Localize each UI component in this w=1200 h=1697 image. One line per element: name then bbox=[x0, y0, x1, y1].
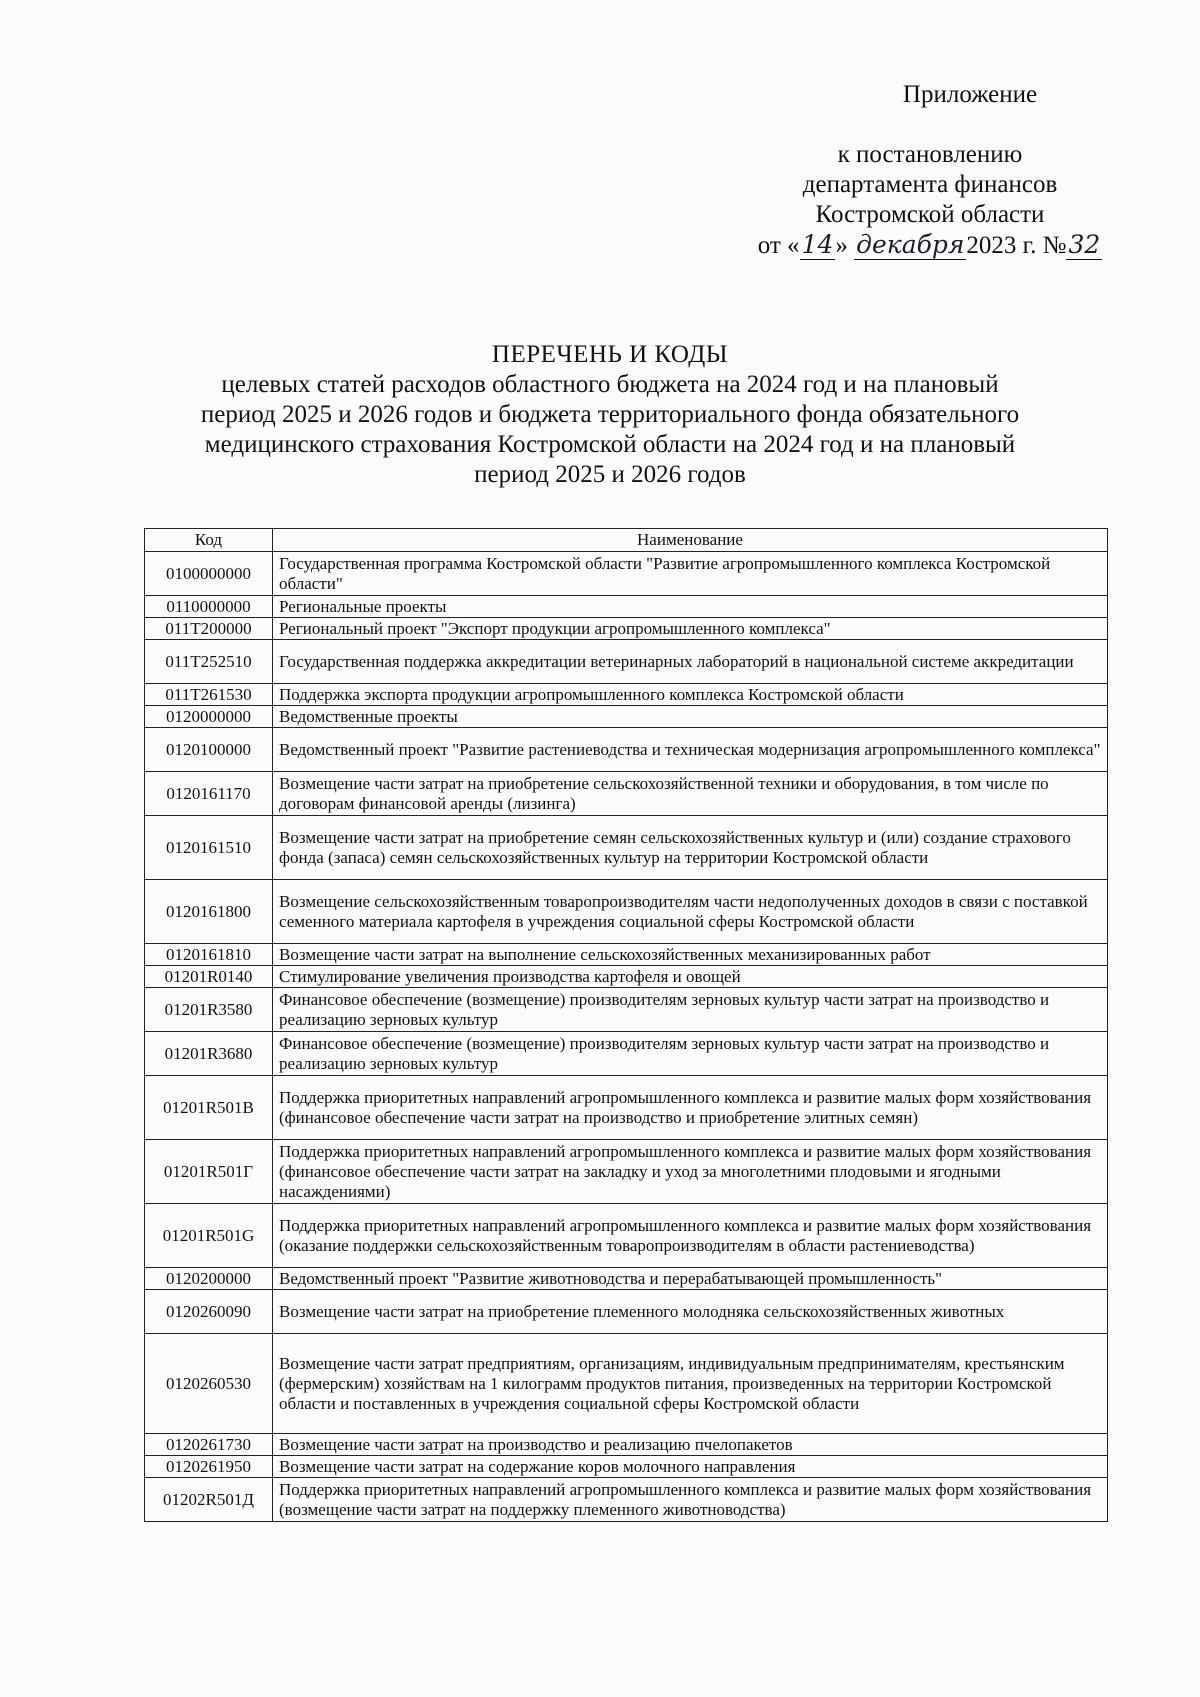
row-code: 0120100000 bbox=[145, 728, 273, 772]
row-name: Поддержка приоритетных направлений агропромышленного комплекса и развитие малых форм хозяйствования (оказание поддержки сельскохозяйственным товаропроизводителям в области растениеводства) bbox=[273, 1204, 1108, 1268]
row-name: Финансовое обеспечение (возмещение) производителям зерновых культур части затрат на производство и реализацию зерновых культур bbox=[273, 1032, 1108, 1076]
row-name: Стимулирование увеличения производства картофеля и овощей bbox=[273, 966, 1108, 988]
heading-title: ПЕРЕЧЕНЬ И КОДЫ bbox=[491, 341, 729, 368]
row-code: 01202R501Д bbox=[145, 1478, 273, 1522]
row-name: Поддержка приоритетных направлений агропромышленного комплекса и развитие малых форм хозяйствования (финансовое обеспечение части затрат на производство и приобретение элитных семян) bbox=[273, 1076, 1108, 1140]
appendix-block bbox=[700, 80, 1160, 261]
appendix-date-line bbox=[700, 230, 1160, 261]
row-code: 01201R3680 bbox=[145, 1032, 273, 1076]
table-row bbox=[145, 706, 1108, 728]
row-code: 01201R501G bbox=[145, 1204, 273, 1268]
date-day: 14 bbox=[801, 230, 834, 259]
codes-table bbox=[144, 528, 1108, 1522]
table-row bbox=[145, 966, 1108, 988]
row-name: Возмещение части затрат на содержание коров молочного направления bbox=[273, 1456, 1108, 1478]
row-code: 01201R501Г bbox=[145, 1140, 273, 1204]
table-row bbox=[145, 1032, 1108, 1076]
row-name: Финансовое обеспечение (возмещение) производителям зерновых культур части затрат на производство и реализацию зерновых культур bbox=[273, 988, 1108, 1032]
row-code: 0100000000 bbox=[145, 552, 273, 596]
row-name: Государственная поддержка аккредитации ветеринарных лабораторий в национальной системе аккредитации bbox=[273, 640, 1108, 684]
table-row bbox=[145, 618, 1108, 640]
row-code: 01201R3580 bbox=[145, 988, 273, 1032]
table-row bbox=[145, 552, 1108, 596]
row-name: Возмещение части затрат на приобретение сельскохозяйственной техники и оборудования, в том числе по договорам финансовой аренды (лизинга) bbox=[273, 772, 1108, 816]
row-code: 011Т261530 bbox=[145, 684, 273, 706]
row-name: Государственная программа Костромской области "Развитие агропромышленного комплекса Костромской области" bbox=[273, 552, 1108, 596]
table-row bbox=[145, 1434, 1108, 1456]
date-prefix: от « bbox=[757, 232, 800, 259]
row-name: Возмещение части затрат на выполнение сельскохозяйственных механизированных работ bbox=[273, 944, 1108, 966]
document-number: 32 bbox=[1068, 230, 1101, 259]
row-name: Ведомственный проект "Развитие растениеводства и техническая модернизация агропромышленного комплекса" bbox=[273, 728, 1108, 772]
appendix-line-3: Костромской области bbox=[815, 201, 1045, 228]
heading-line-3: медицинского страхования Костромской области на 2024 год и на плановый bbox=[204, 431, 1016, 458]
row-code: 0120260530 bbox=[145, 1334, 273, 1434]
appendix-line-2: департамента финансов bbox=[802, 171, 1058, 198]
table-row bbox=[145, 1478, 1108, 1522]
row-code: 0120161800 bbox=[145, 880, 273, 944]
table-row bbox=[145, 728, 1108, 772]
appendix-line-1: к постановлению bbox=[837, 141, 1023, 168]
table-row bbox=[145, 596, 1108, 618]
row-name: Возмещение части затрат на производство и реализацию пчелопакетов bbox=[273, 1434, 1108, 1456]
table-header-row bbox=[145, 529, 1108, 552]
row-code: 0120261730 bbox=[145, 1434, 273, 1456]
heading-line-2: период 2025 и 2026 годов и бюджета территориального фонда обязательного bbox=[200, 401, 1020, 428]
table-row bbox=[145, 1076, 1108, 1140]
row-code: 0120161170 bbox=[145, 772, 273, 816]
table-row bbox=[145, 1268, 1108, 1290]
table-row bbox=[145, 1204, 1108, 1268]
header-name: Наименование bbox=[273, 529, 1108, 552]
row-name: Поддержка экспорта продукции агропромышленного комплекса Костромской области bbox=[273, 684, 1108, 706]
appendix-title: Приложение bbox=[902, 81, 1038, 108]
row-code: 0120161510 bbox=[145, 816, 273, 880]
row-name: Возмещение части затрат на приобретение племенного молодняка сельскохозяйственных животных bbox=[273, 1290, 1108, 1334]
table-row bbox=[145, 1334, 1108, 1434]
table-row bbox=[145, 684, 1108, 706]
row-name: Возмещение части затрат на приобретение семян сельскохозяйственных культур и (или) создание страхового фонда (запаса) семян сельскохозяйственных культур на территории Костромской области bbox=[273, 816, 1108, 880]
row-code: 0110000000 bbox=[145, 596, 273, 618]
row-name: Ведомственный проект "Развитие животноводства и перерабатывающей промышленность" bbox=[273, 1268, 1108, 1290]
table-row bbox=[145, 1456, 1108, 1478]
table-row bbox=[145, 772, 1108, 816]
row-name: Ведомственные проекты bbox=[273, 706, 1108, 728]
heading-line-4: период 2025 и 2026 годов bbox=[474, 461, 746, 488]
row-code: 0120000000 bbox=[145, 706, 273, 728]
row-code: 0120260090 bbox=[145, 1290, 273, 1334]
row-name: Возмещение сельскохозяйственным товаропроизводителям части недополученных доходов в связи с поставкой семенного материала картофеля в учреждения социальной сферы Костромской области bbox=[273, 880, 1108, 944]
document-heading bbox=[140, 340, 1080, 490]
row-code: 0120200000 bbox=[145, 1268, 273, 1290]
row-code: 0120261950 bbox=[145, 1456, 273, 1478]
row-name: Региональные проекты bbox=[273, 596, 1108, 618]
row-code: 01201R501В bbox=[145, 1076, 273, 1140]
row-name: Поддержка приоритетных направлений агропромышленного комплекса и развитие малых форм хозяйствования (финансовое обеспечение части затрат на закладку и уход за многолетними плодовыми и ягодными насаждениями) bbox=[273, 1140, 1108, 1204]
table-row bbox=[145, 988, 1108, 1032]
table-row bbox=[145, 880, 1108, 944]
row-code: 01201R0140 bbox=[145, 966, 273, 988]
date-year: 2023 г. № bbox=[966, 232, 1067, 259]
row-code: 011Т200000 bbox=[145, 618, 273, 640]
row-name: Возмещение части затрат предприятиям, организациям, индивидуальным предпринимателям, крестьянским (фермерским) хозяйствам на 1 килограмм продуктов питания, произведенных на территории Костромской области и поставленных в учреждения социальной сферы Костромской области bbox=[273, 1334, 1108, 1434]
table-row bbox=[145, 1140, 1108, 1204]
row-code: 011Т252510 bbox=[145, 640, 273, 684]
row-name: Поддержка приоритетных направлений агропромышленного комплекса и развитие малых форм хозяйствования (возмещение части затрат на поддержку племенного животноводства) bbox=[273, 1478, 1108, 1522]
row-code: 0120161810 bbox=[145, 944, 273, 966]
row-name: Региональный проект "Экспорт продукции агропромышленного комплекса" bbox=[273, 618, 1108, 640]
table-row bbox=[145, 944, 1108, 966]
table-row bbox=[145, 640, 1108, 684]
table-row bbox=[145, 816, 1108, 880]
date-mid: » bbox=[835, 232, 855, 259]
heading-line-1: целевых статей расходов областного бюджета на 2024 год и на плановый bbox=[221, 371, 999, 398]
header-code: Код bbox=[145, 529, 273, 552]
table-body bbox=[145, 552, 1108, 1522]
date-month: декабря bbox=[856, 230, 965, 259]
table-row bbox=[145, 1290, 1108, 1334]
